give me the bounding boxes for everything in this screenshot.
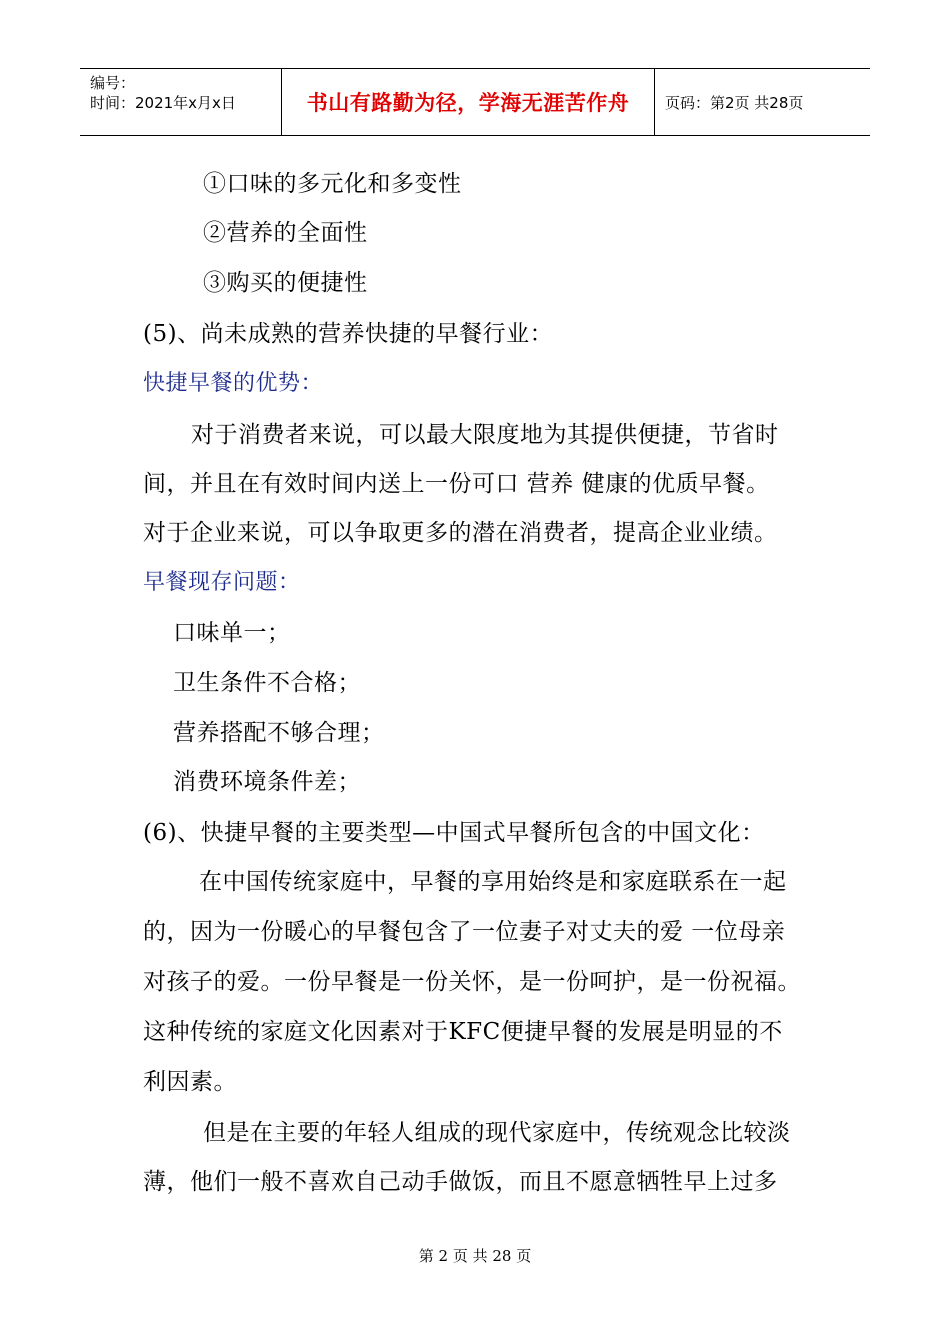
- paragraph-line: 对于企业来说，可以争取更多的潜在消费者，提高企业业绩。: [143, 520, 778, 546]
- paragraph-line: 间，并且在有效时间内送上一份可口 营养 健康的优质早餐。: [143, 471, 770, 497]
- subheading: 早餐现存问题：: [143, 570, 301, 595]
- list-item: ①口味的多元化和多变性: [203, 171, 462, 197]
- list-item: 消费环境条件差；: [173, 769, 361, 795]
- section-title: (5)、尚未成熟的营养快捷的早餐行业：: [143, 321, 554, 347]
- header-motto: 书山有路勤为径，学海无涯苦作舟: [306, 91, 630, 115]
- list-item: 卫生条件不合格；: [173, 670, 361, 696]
- list-item: 口味单一；: [173, 620, 291, 646]
- page-header: [80, 68, 870, 136]
- list-item: ③购买的便捷性: [203, 270, 368, 296]
- paragraph-line: 对孩子的爱。一份早餐是一份关怀，是一份呵护，是一份祝福。: [143, 969, 801, 995]
- paragraph-line: 利因素。: [143, 1069, 237, 1095]
- subheading: 快捷早餐的优势：: [143, 371, 324, 396]
- time-label: 时间：2021年x月x日: [90, 94, 236, 112]
- paragraph-line: 对于消费者来说，可以最大限度地为其提供便捷，节省时: [191, 422, 779, 448]
- paragraph-line: 但是在主要的年轻人组成的现代家庭中，传统观念比较淡: [203, 1120, 791, 1146]
- section-title: (6)、快捷早餐的主要类型—中国式早餐所包含的中国文化：: [143, 820, 765, 846]
- header-motto-cell: [281, 69, 655, 135]
- list-item: 营养搭配不够合理；: [173, 720, 385, 746]
- page-footer: 第 2 页 共 28 页: [418, 1247, 532, 1265]
- number-label: 编号：: [90, 74, 136, 92]
- paragraph-line: 这种传统的家庭文化因素对于KFC便捷早餐的发展是明显的不: [143, 1019, 783, 1045]
- paragraph-line: 在中国传统家庭中，早餐的享用始终是和家庭联系在一起: [199, 869, 787, 895]
- paragraph-line: 薄，他们一般不喜欢自己动手做饭，而且不愿意牺牲早上过多: [143, 1169, 778, 1195]
- list-item: ②营养的全面性: [203, 220, 368, 246]
- paragraph-line: 的，因为一份暖心的早餐包含了一位妻子对丈夫的爱 一位母亲: [143, 919, 786, 945]
- header-meta: [80, 69, 281, 135]
- header-page-info: 页码：第2页 共28页: [665, 93, 804, 112]
